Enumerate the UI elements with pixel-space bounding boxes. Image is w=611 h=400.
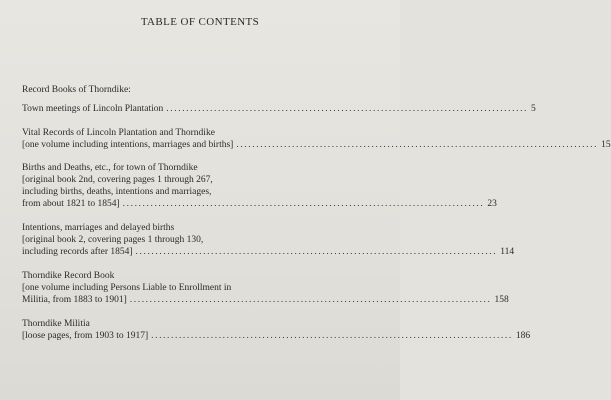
toc-entry-line [22,103,536,115]
dot-leader: ........................................................................................... [129,295,492,305]
dot-leader: ........................................................................................... [166,104,529,114]
toc-page-number: 186 [515,331,531,341]
toc-entry [22,270,509,306]
toc-entry-description: [one volume including intentions, marriages and births] [22,140,234,150]
toc-entry-title: Vital Records of Lincoln Plantation and Thorndike [22,128,215,138]
page-title: TABLE OF CONTENTS [140,16,260,28]
toc-entry-line [22,330,531,342]
toc-entry-description: Militia, from 1883 to 1901] [22,295,127,305]
dot-leader: ........................................................................................... [135,247,498,257]
toc-entry-description: [original book 2, covering pages 1 through 130, [22,235,204,245]
toc-page-number: 23 [487,199,497,209]
toc-entry-line [22,198,497,210]
toc-entry-title: Thorndike Militia [22,319,90,329]
toc-entry-title: Births and Deaths, etc., for town of Thorndike [22,163,198,173]
section-heading: Record Books of Thorndike: [22,85,131,95]
toc-entry-line [22,294,509,306]
toc-entry-title: Town meetings of Lincoln Plantation [22,104,164,114]
toc-entry-description: [one volume including Persons Liable to Enrollment in [22,283,232,293]
toc-page-number: 158 [494,295,509,305]
toc-entry-description: from about 1821 to 1854] [22,199,120,209]
toc-entry-title: Intentions, marriages and delayed births [22,223,175,233]
toc-entry-line [22,139,611,151]
toc-entry [22,127,611,151]
toc-entry-description: including births, deaths, intentions and marriages, [22,187,212,197]
toc-page-number: 15 [601,140,611,150]
dot-leader: ........................................................................................... [151,331,513,341]
toc-entry [22,103,536,115]
toc-entry-title: Thorndike Record Book [22,271,115,281]
dot-leader: ........................................................................................... [122,199,485,209]
toc-entry [22,222,515,258]
toc-entry [22,162,497,210]
toc-entry-description: [loose pages, from 1903 to 1917] [22,331,149,341]
toc-entry-description: [original book 2nd, covering pages 1 through 267, [22,175,213,185]
toc-entry-description: including records after 1854] [22,247,133,257]
toc-entry [22,318,531,342]
dot-leader: ........................................................................................... [236,140,599,150]
toc-page-number: 114 [500,247,515,257]
toc-page-number: 5 [531,104,536,114]
toc-entry-line [22,246,515,258]
